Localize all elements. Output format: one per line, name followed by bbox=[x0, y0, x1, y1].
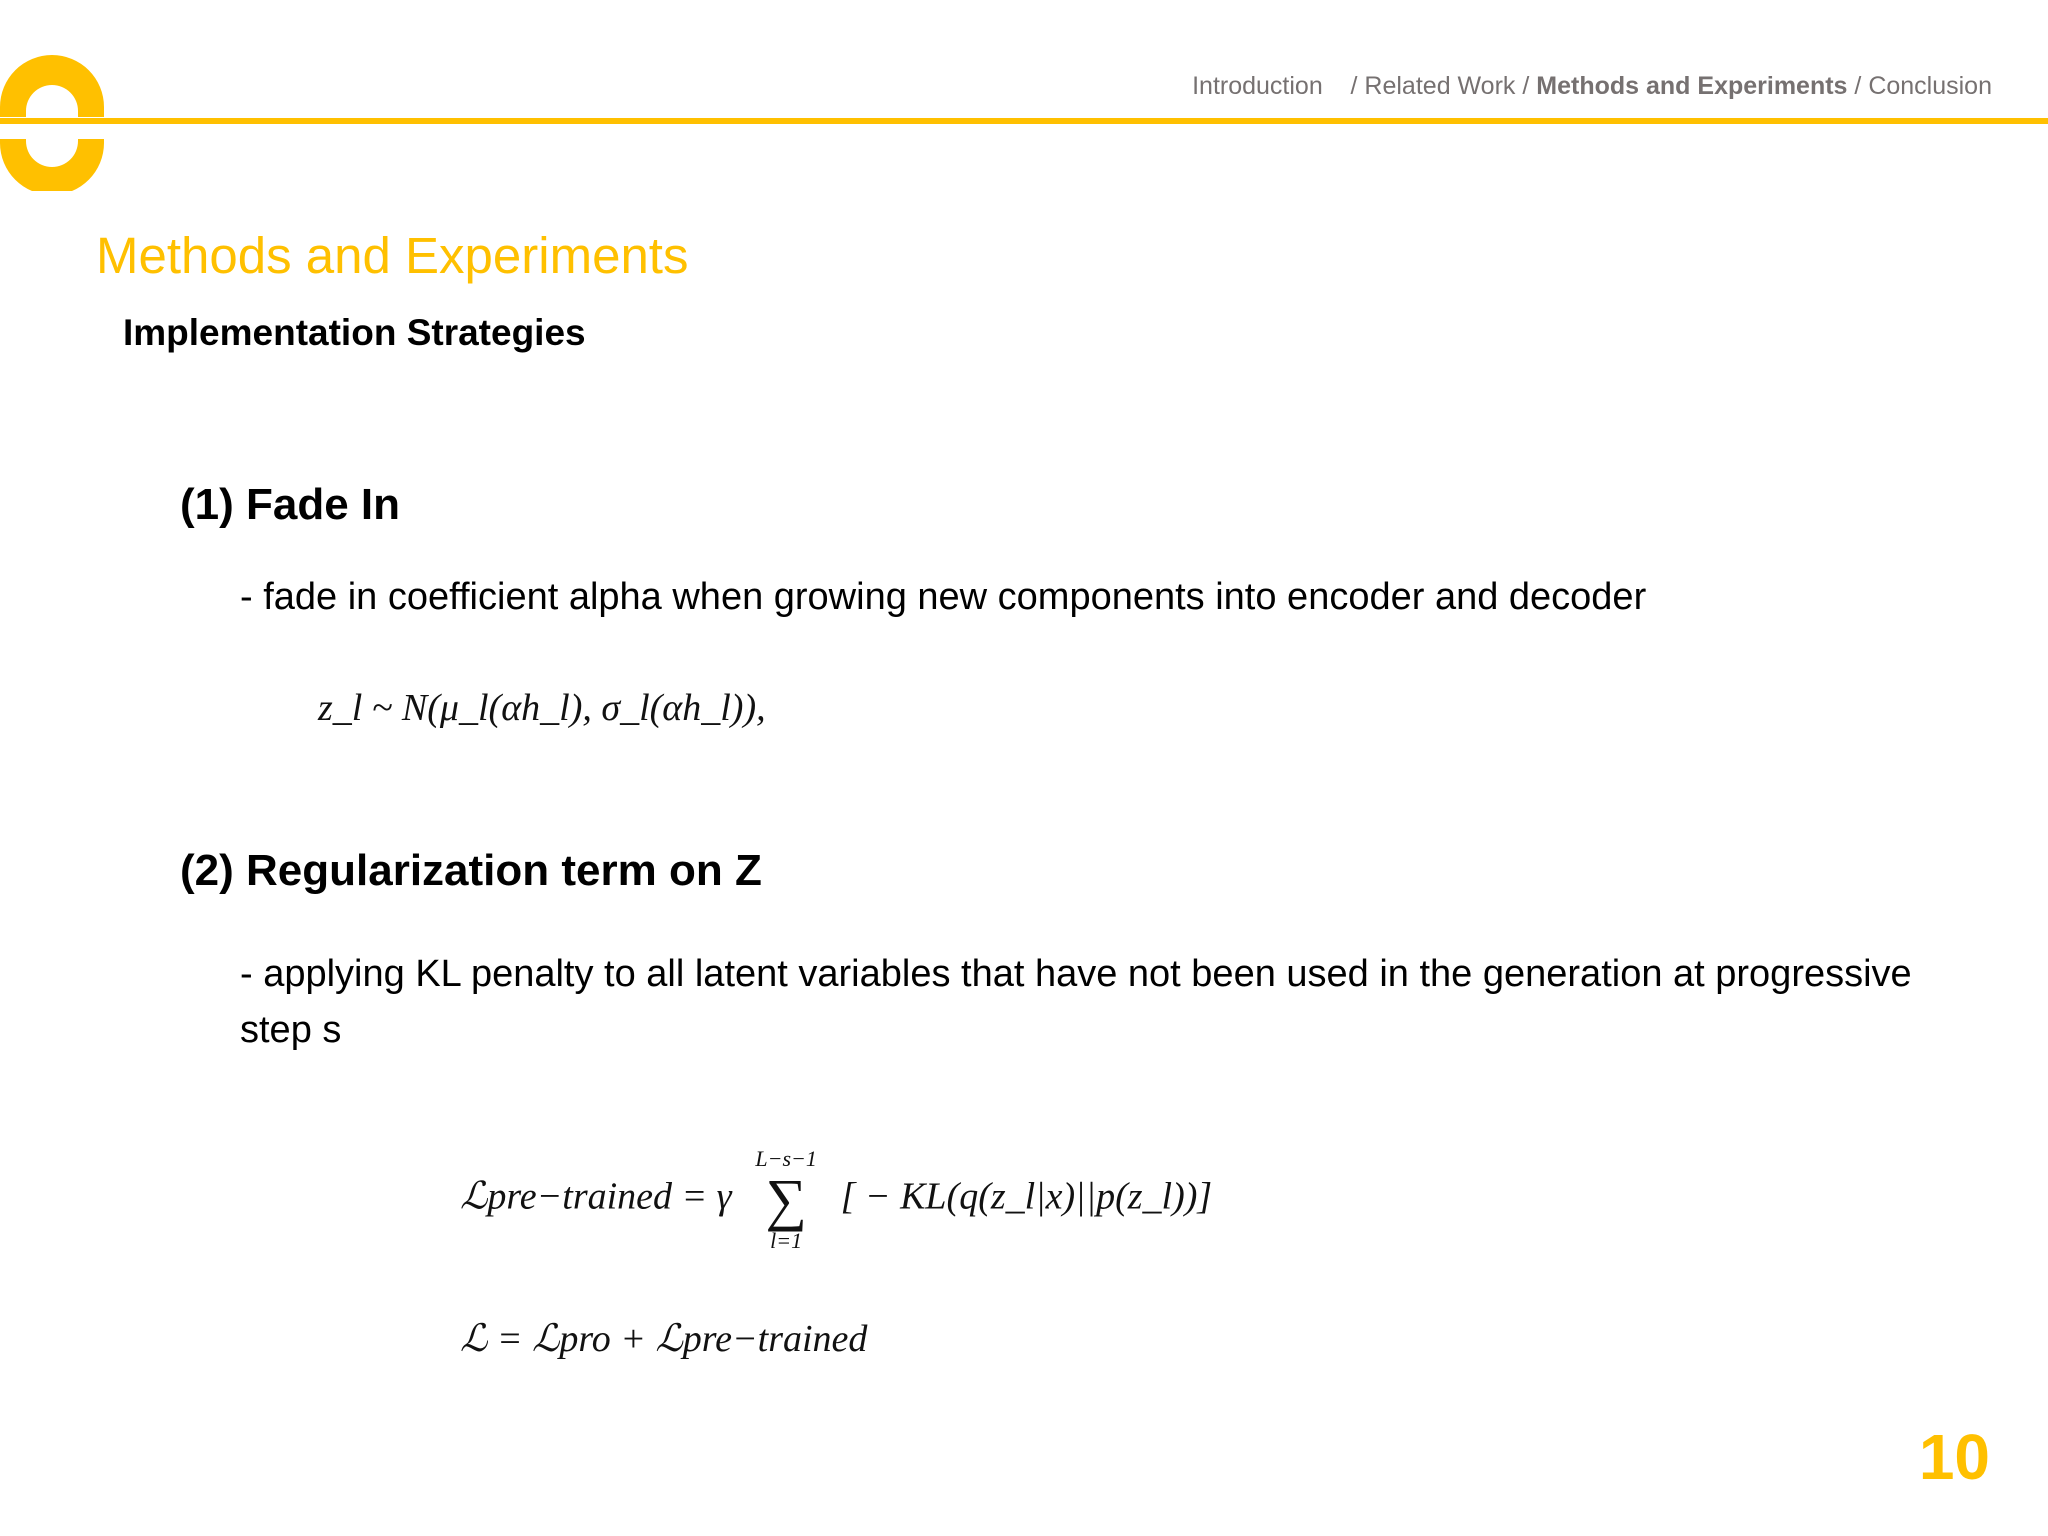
nav-item-introduction[interactable]: Introduction bbox=[1192, 72, 1323, 100]
equation-fade-in: z_l ~ N(μ_l(αh_l), σ_l(αh_l)), bbox=[318, 687, 766, 729]
nav-separator: / bbox=[1854, 72, 1869, 100]
section-heading-fade-in: (1) Fade In bbox=[180, 480, 401, 529]
equation-lhs: ℒpre−trained = γ bbox=[460, 1175, 732, 1218]
slide-subtitle: Implementation Strategies bbox=[123, 312, 586, 353]
sum-symbol: ∑ bbox=[765, 1167, 807, 1232]
nav-separator: / bbox=[1329, 72, 1365, 100]
nav-item-methods[interactable]: Methods and Experiments bbox=[1536, 72, 1848, 100]
slide-title: Methods and Experiments bbox=[96, 227, 689, 284]
nav-item-related-work[interactable]: Related Work bbox=[1364, 72, 1516, 100]
section-bullet-regularization: - applying KL penalty to all latent variables that have not been used in the generation at progressive step s bbox=[240, 953, 1912, 1051]
sum-upper-limit: L−s−1 bbox=[755, 1146, 817, 1171]
equation-pretrained-loss bbox=[460, 1146, 1212, 1254]
section-heading-regularization: (2) Regularization term on Z bbox=[180, 846, 762, 895]
equation-total-loss: ℒ = ℒpro + ℒpre−trained bbox=[460, 1318, 868, 1360]
equation-rhs: [ − KL(q(z_l|x)||p(z_l))] bbox=[840, 1175, 1213, 1218]
nav-separator: / bbox=[1522, 72, 1537, 100]
nav-item-conclusion[interactable]: Conclusion bbox=[1868, 72, 1992, 100]
section-bullet-fade-in: - fade in coefficient alpha when growing new components into encoder and decoder bbox=[240, 576, 1647, 618]
sum-lower-limit: l=1 bbox=[770, 1228, 803, 1253]
header-divider bbox=[0, 118, 2048, 124]
summation bbox=[741, 1146, 831, 1254]
page-number: 10 bbox=[1918, 1421, 1990, 1493]
section-breadcrumb bbox=[1192, 72, 1992, 101]
